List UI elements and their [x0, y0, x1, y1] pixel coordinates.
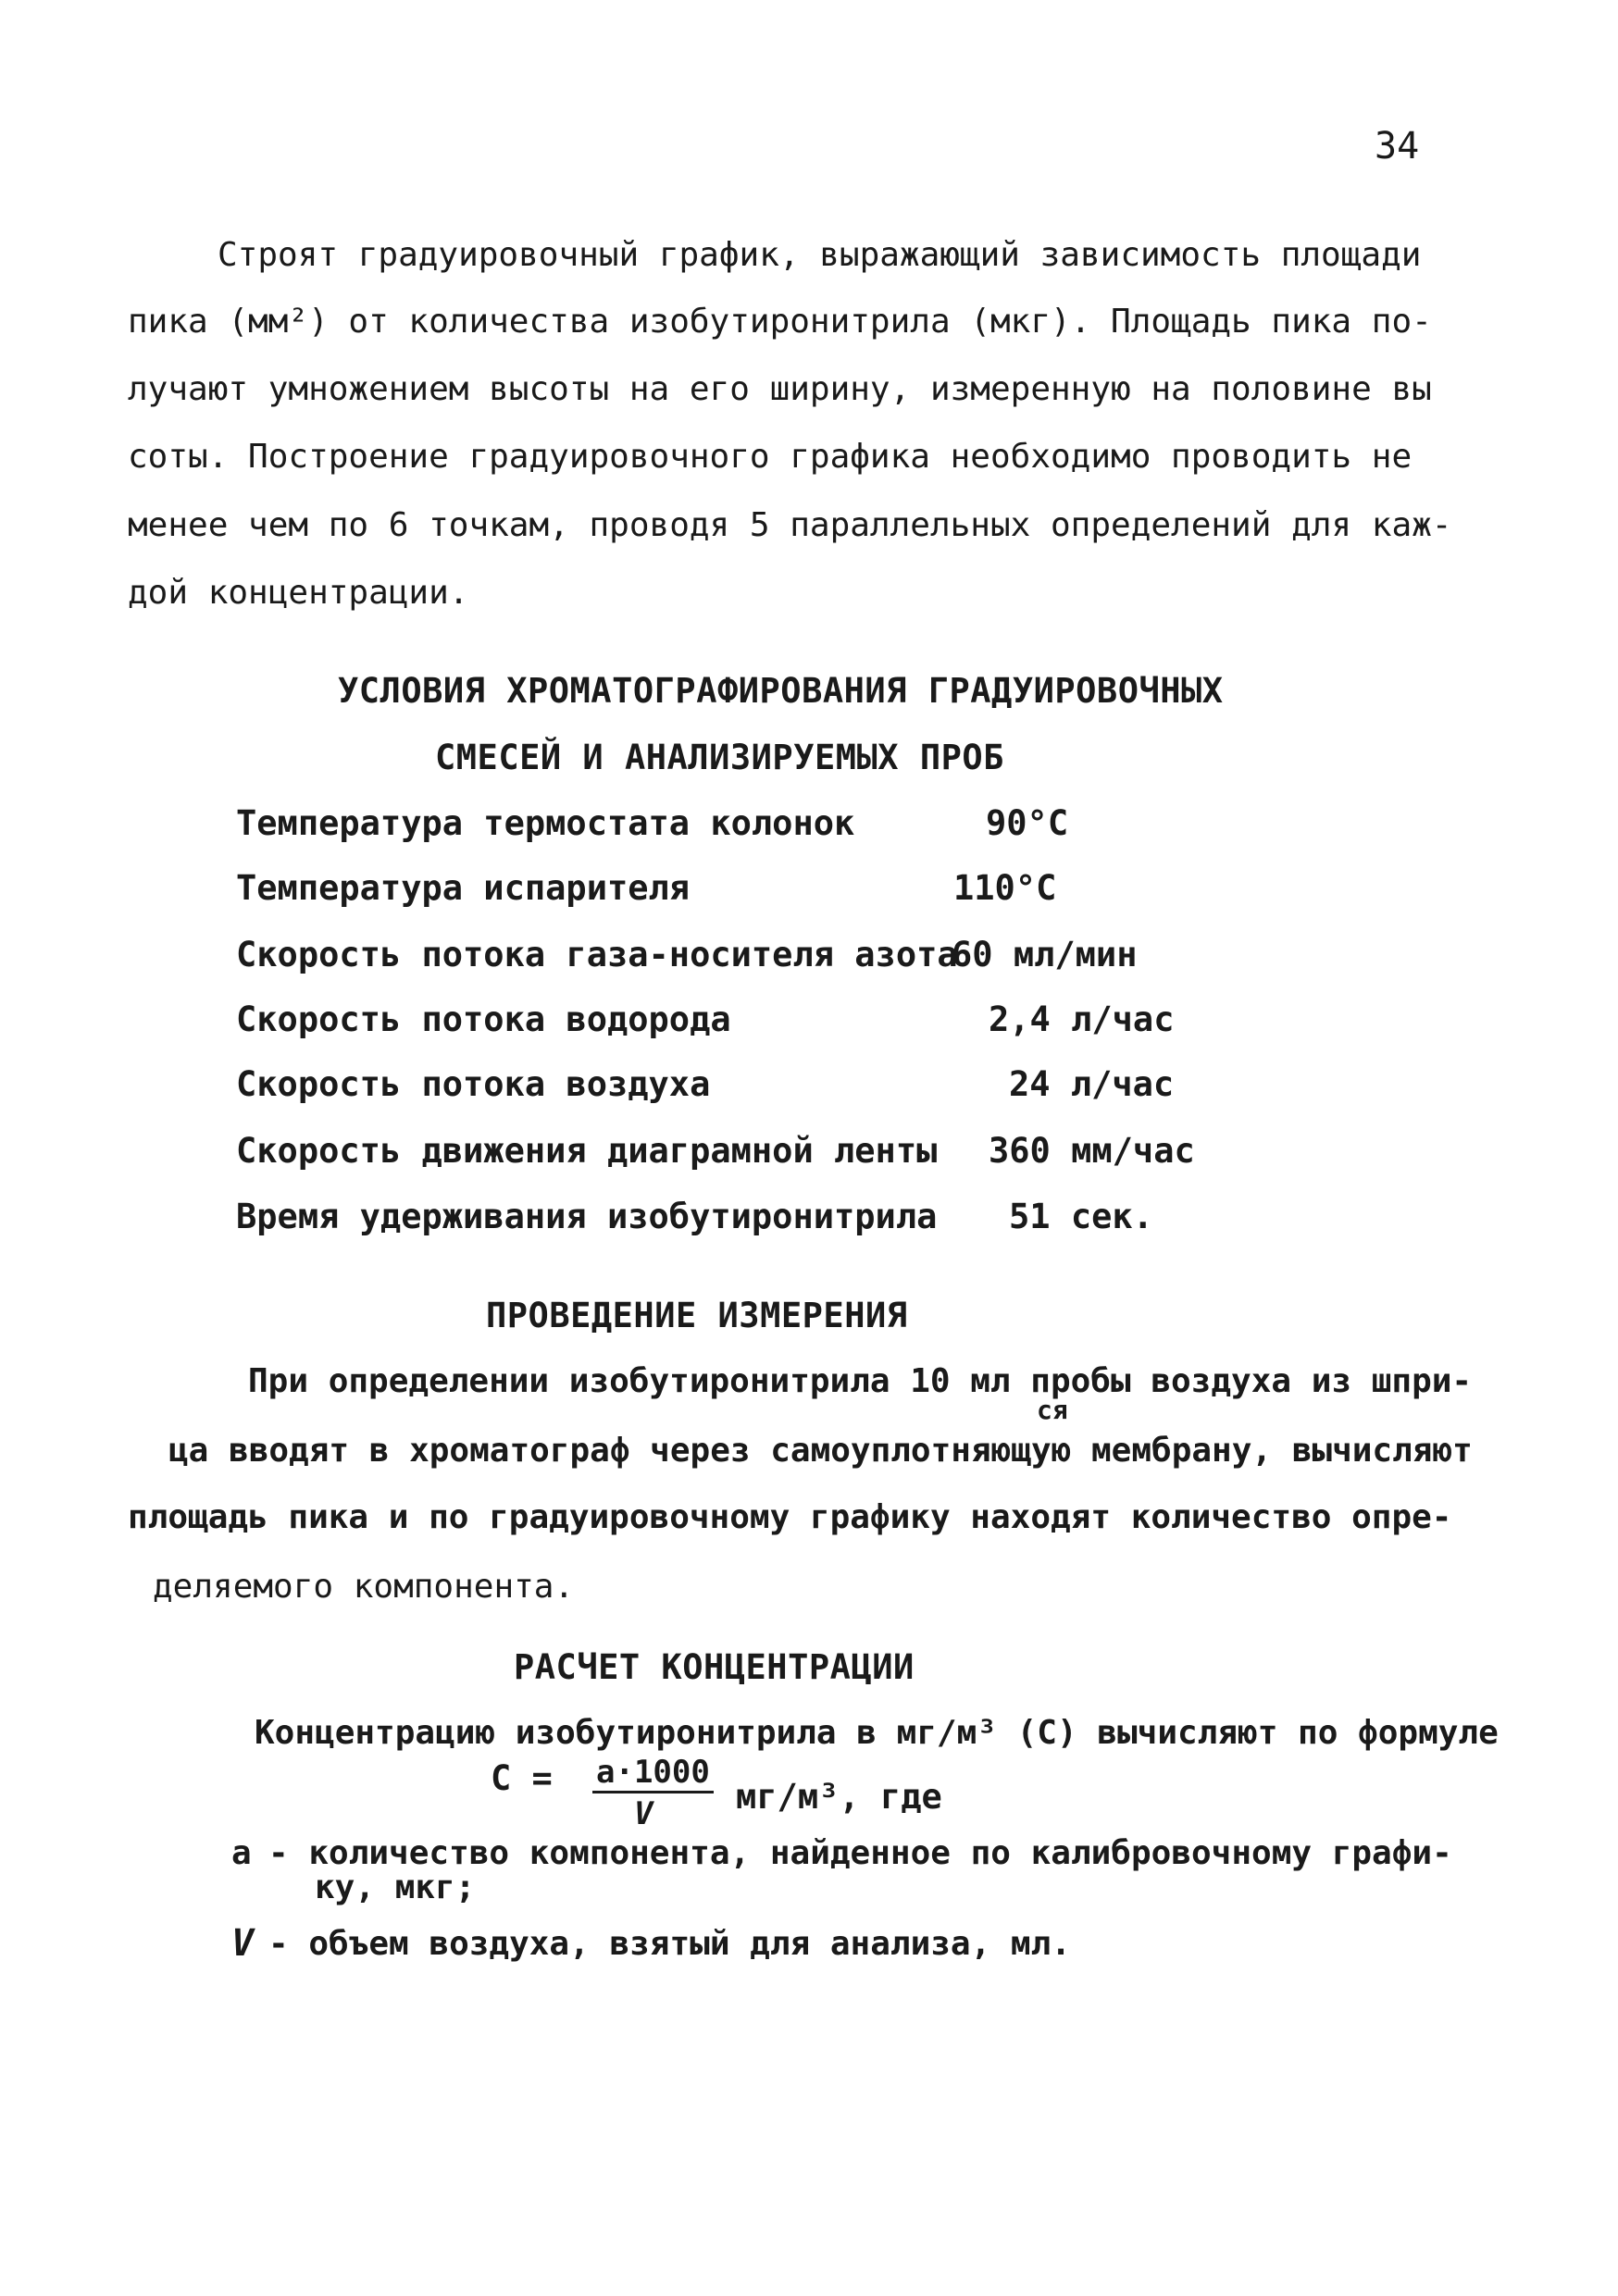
condition-value: 360 мм/час — [989, 1131, 1195, 1171]
intro-line-4: соты. Построение градуировочного графика необходимо проводить не — [128, 438, 1413, 476]
condition-label: Температура термостата колонок — [236, 803, 855, 843]
page-number: 34 — [1375, 125, 1420, 168]
definition-symbol: V — [231, 1922, 255, 1965]
conditions-heading-line-2: СМЕСЕЙ И АНАЛИЗИРУЕМЫХ ПРОБ — [435, 738, 1004, 777]
intro-line-3: лучают умножением высоты на его ширину, измеренную на половине вы — [128, 370, 1432, 408]
measurement-line-1: При определении изобутиронитрила 10 мл пробы воздуха из шпри- — [248, 1362, 1473, 1400]
calculation-intro: Концентрацию изобутиронитрила в мг/м³ (С) вычисляют по формуле — [255, 1714, 1499, 1752]
measurement-line-2: ца вводят в хроматограф через самоуплотняющую мембрану, вычисляют — [168, 1432, 1473, 1470]
definition-symbol: а — [231, 1834, 252, 1872]
calculation-heading: РАСЧЕТ КОНЦЕНТРАЦИИ — [514, 1647, 915, 1687]
condition-label: Скорость потока водорода — [236, 999, 731, 1039]
intro-line-5: менее чем по 6 точкам, проводя 5 параллельных определений для каж- — [128, 506, 1452, 544]
measurement-inserted-text: ся — [1037, 1395, 1068, 1425]
formula-numerator: a·1000 — [592, 1754, 714, 1793]
condition-label: Температура испарителя — [236, 868, 691, 908]
condition-value: 2,4 л/час — [989, 999, 1175, 1039]
measurement-line-3: площадь пика и по градуировочному графику находят количество опре- — [128, 1498, 1452, 1536]
formula-denominator: V — [634, 1795, 653, 1832]
conditions-heading-line-1: УСЛОВИЯ ХРОМАТОГРАФИРОВАНИЯ ГРАДУИРОВОЧНЫХ — [338, 671, 1224, 711]
condition-label: Время удерживания изобутиронитрила — [236, 1197, 938, 1236]
condition-value: 60 мл/мин — [952, 935, 1138, 974]
intro-line-6: дой концентрации. — [128, 574, 469, 612]
formula-unit: мг/м³, где — [736, 1777, 942, 1817]
formula-lhs: С = — [491, 1758, 553, 1798]
definition-text: - объем воздуха, взятый для анализа, мл. — [268, 1925, 1071, 1963]
condition-label: Скорость потока газа-носителя азота — [236, 935, 958, 974]
measurement-line-4: деляемого компонента. — [153, 1568, 575, 1606]
condition-value: 90°С — [986, 803, 1069, 843]
condition-value: 24 л/час — [1009, 1064, 1175, 1104]
condition-label: Скорость движения диаграмной ленты — [236, 1131, 938, 1171]
definition-text: - количество компонента, найденное по калибровочному графи- — [268, 1834, 1452, 1872]
definition-continuation: ку, мкг; — [315, 1868, 476, 1906]
condition-value: 51 сек. — [1009, 1197, 1153, 1236]
condition-value: 110°С — [953, 868, 1057, 908]
intro-line-2: пика (мм²) от количества изобутиронитрила (мкг). Площадь пика по- — [128, 303, 1432, 341]
condition-label: Скорость потока воздуха — [236, 1064, 711, 1104]
intro-line-1: Строят градуировочный график, выражающий зависимость площади — [218, 236, 1422, 274]
measurement-heading: ПРОВЕДЕНИЕ ИЗМЕРЕНИЯ — [486, 1296, 908, 1335]
